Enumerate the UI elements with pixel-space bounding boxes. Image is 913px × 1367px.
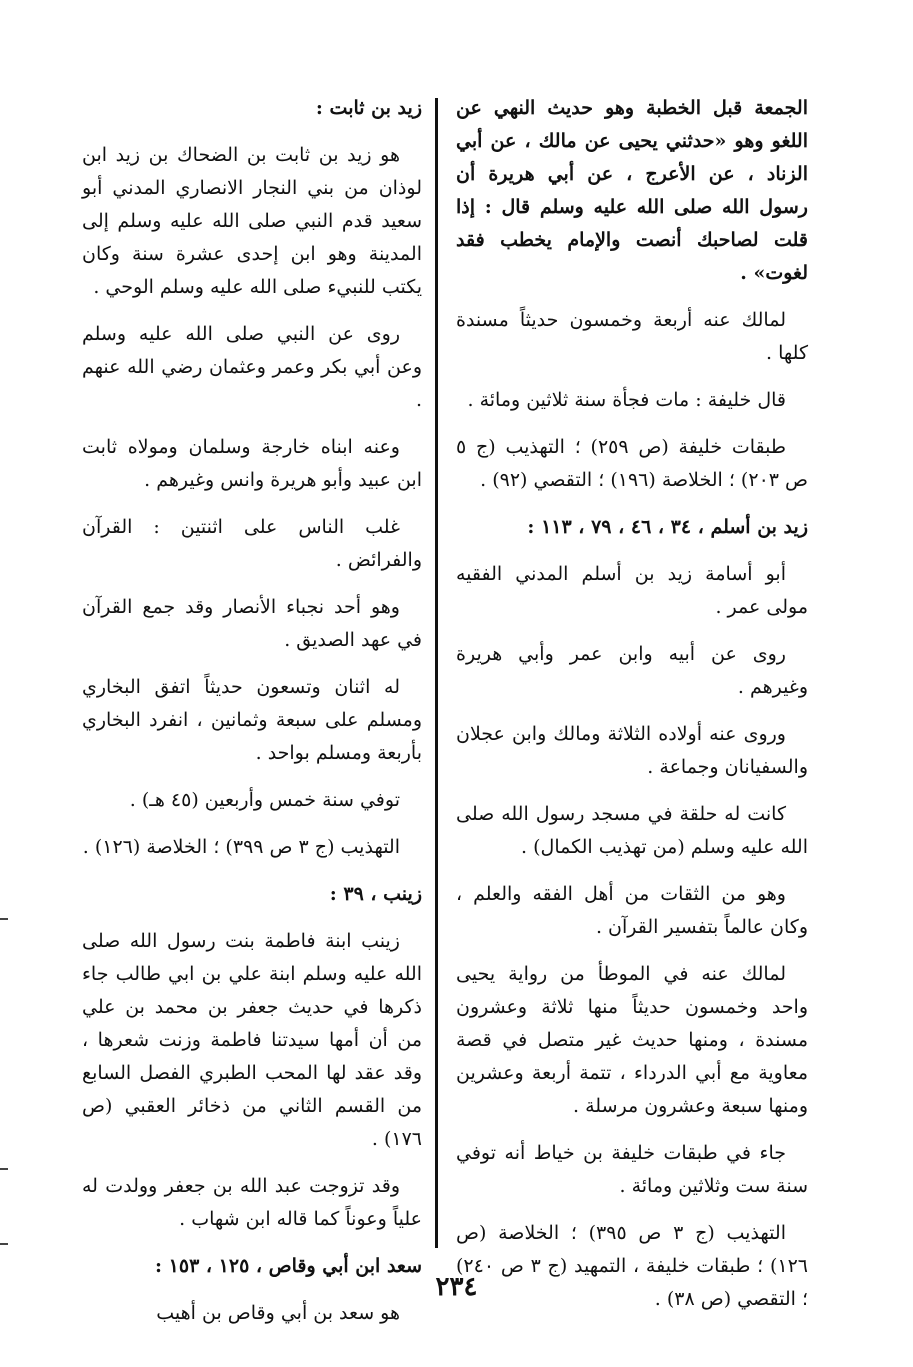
paragraph: غلب الناس على اثنتين : القرآن والفرائض . <box>82 516 422 571</box>
references: التهذيب (ج ٣ ص ٣٩٩) ؛ الخلاصة (١٢٦) . <box>82 836 400 858</box>
paragraph: لمالك عنه في الموطأ من رواية يحيى واحد وخمسون حديثاً منها ثلاثة وعشرون مسندة ، ومنها حديث غير متصل في قصة معاوية مع أبي الدرداء ، تتمة أربعة وعشرين ومنها سبعة وعشرون مرسلة . <box>456 963 808 1117</box>
paragraph: زينب ابنة فاطمة بنت رسول الله صلى الله عليه وسلم ابنة علي بن ابي طالب جاء ذكرها في حديث جعفر بن محمد بن علي من أن أمها سيدتنا فاطمة وزنت شعرها ، وقد عقد لها المحب الطبري الفصل السابع من القسم الثاني من ذخائر العقبي (ص ١٧٦) . <box>82 930 422 1150</box>
references: طبقات خليفة (ص ٢٥٩) ؛ التهذيب (ج ٥ ص ٢٠٣) ؛ الخلاصة (١٩٦) ؛ التقصي (٩٢) . <box>456 436 808 491</box>
paragraph: أبو أسامة زيد بن أسلم المدني الفقيه مولى عمر . <box>456 563 808 618</box>
entry-heading: سعد ابن أبي وقاص ، ١٢٥ ، ١٥٣ : <box>155 1255 422 1277</box>
hadith-text: الجمعة قبل الخطبة وهو حديث النهي عن اللغو وهو «حدثني يحيى عن مالك ، عن أبي الزناد ، عن الأعرج ، عن أبي هريرة أن رسول الله صلى الله عليه وسلم قال : إذا قلت لصاحبك أنصت والإمام يخطب فقد لغوت» . <box>456 97 808 284</box>
paragraph: وهو أحد نجباء الأنصار وقد جمع القرآن في عهد الصديق . <box>82 596 422 651</box>
paragraph: قال خليفة : مات فجأة سنة ثلاثين ومائة . <box>467 389 786 411</box>
entry-heading: زينب ، ٣٩ : <box>329 883 422 905</box>
paragraph: هو زيد بن ثابت بن الضحاك بن زيد ابن لوذان من بني النجار الانصاري المدني أبو سعيد قدم النبي صلى الله عليه وسلم إلى المدينة وهو ابن إحدى عشرة سنة وكان يكتب للنبيء صلى الله عليه وسلم الوحي . <box>82 144 422 298</box>
paragraph: هو سعد بن أبي وقاص بن أهيب <box>156 1302 400 1324</box>
paragraph: كانت له حلقة في مسجد رسول الله صلى الله عليه وسلم (من تهذيب الكمال) . <box>456 803 808 858</box>
page-number: ٢٣٤ <box>435 1272 478 1302</box>
paragraph: وهو من الثقات من أهل الفقه والعلم ، وكان عالماً بتفسير القرآن . <box>456 883 808 938</box>
margin-mark <box>0 1243 8 1245</box>
left-column <box>82 92 422 1344</box>
paragraph: روى عن أبيه وابن عمر وأبي هريرة وغيرهم . <box>456 643 808 698</box>
paragraph: له اثنان وتسعون حديثاً اتفق البخاري ومسلم على سبعة وثمانين ، انفرد البخاري بأربعة ومسلم بواحد . <box>82 676 422 764</box>
paragraph: روى عن النبي صلى الله عليه وسلم وعن أبي بكر وعمر وعثمان رضي الله عنهم . <box>82 323 422 411</box>
margin-mark <box>0 1168 8 1170</box>
entry-heading: زيد بن أسلم ، ٣٤ ، ٤٦ ، ٧٩ ، ١١٣ : <box>527 516 808 538</box>
paragraph: لمالك عنه أربعة وخمسون حديثاً مسندة كلها . <box>456 309 808 364</box>
column-divider <box>435 98 438 1248</box>
paragraph: توفي سنة خمس وأربعين (٤٥ هـ) . <box>129 789 400 811</box>
right-column <box>456 92 808 1330</box>
entry-heading: زيد بن ثابت : <box>315 97 422 119</box>
references: التهذيب (ج ٣ ص ٣٩٥) ؛ الخلاصة (ص ١٢٦) ؛ طبقات خليفة ، التمهيد (ج ٣ ص ٢٤٠) ؛ التقصي (ص ٣٨) . <box>456 1222 808 1310</box>
margin-mark <box>0 918 8 920</box>
paragraph: وروى عنه أولاده الثلاثة ومالك وابن عجلان والسفيانان وجماعة . <box>456 723 808 778</box>
paragraph: وعنه ابناه خارجة وسلمان ومولاه ثابت ابن عبيد وأبو هريرة وانس وغيرهم . <box>82 436 422 491</box>
paragraph: وقد تزوجت عبد الله بن جعفر وولدت له علياً وعوناً كما قاله ابن شهاب . <box>82 1175 422 1230</box>
paragraph: جاء في طبقات خليفة بن خياط أنه توفي سنة ست وثلاثين ومائة . <box>456 1142 808 1197</box>
